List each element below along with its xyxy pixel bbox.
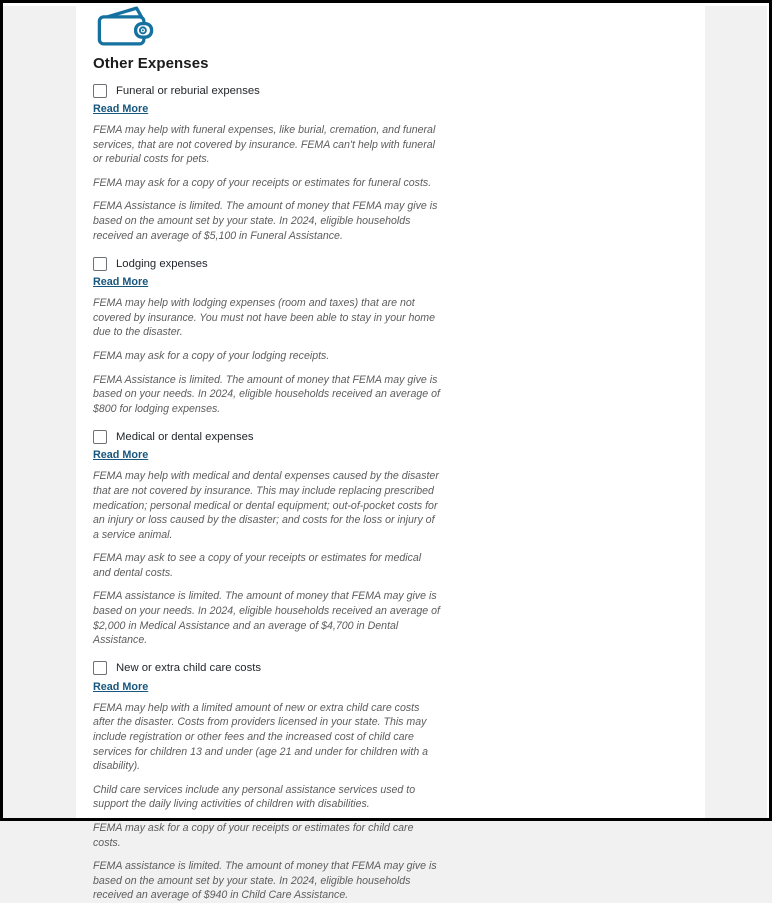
lodging-paragraph: FEMA Assistance is limited. The amount of money that FEMA may give is based on your needs. In 2024, eligible households received an average of $800 for lodging expenses. xyxy=(93,373,440,415)
childcare-paragraph: FEMA may help with a limited amount of new or extra child care costs after the disaster. Costs from providers licensed in your state. This may include registration or other fees and the increased cost of child care services for children 13 and under (age 21 and under for children with a disability). xyxy=(93,701,429,773)
funeral-paragraph: FEMA Assistance is limited. The amount of money that FEMA may give is based on the amount set by your state. In 2024, eligible households received an average of $5,100 in Funeral Assistance. xyxy=(93,200,438,242)
content-column xyxy=(76,3,705,902)
funeral-read-more-link[interactable]: Read More xyxy=(93,103,149,115)
lodging-read-more-link[interactable]: Read More xyxy=(93,276,149,289)
funeral-checkbox[interactable] xyxy=(93,84,107,98)
lodging-checkbox-label: Lodging expenses xyxy=(116,257,208,270)
lodging-paragraph: FEMA may help with lodging expenses (room and taxes) that are not covered by insurance. You must not have been able to stay in your home due to the disaster. xyxy=(93,297,435,339)
childcare-paragraph: Child care services include any personal assistance services used to support the daily living activities of children with disabilities. xyxy=(93,783,416,811)
childcare-checkbox-row xyxy=(93,661,443,676)
medical-checkbox-row xyxy=(93,429,443,444)
section-childcare xyxy=(93,661,443,903)
funeral-checkbox-label: Funeral or reburial expenses xyxy=(116,84,260,97)
childcare-paragraph: FEMA may ask for a copy of your receipts or estimates for child care costs. xyxy=(93,822,414,849)
childcare-checkbox[interactable] xyxy=(93,661,107,675)
medical-paragraph: FEMA assistance is limited. The amount of money that FEMA may give is based on your needs. In 2024, eligible households received an average of $2,000 in Medical Assistance and an average of $4,700 in Dental Assistance. xyxy=(93,590,440,647)
childcare-checkbox-label: New or extra child care costs xyxy=(116,662,262,675)
medical-read-more-link[interactable]: Read More xyxy=(93,449,149,462)
medical-checkbox[interactable] xyxy=(93,430,107,444)
medical-paragraph: FEMA may help with medical and dental expenses caused by the disaster that are not covered by insurance. This may include replacing prescribed medication; personal medical or dental equipment; out-of-pocket costs for an injury or loss caused by the disaster; and costs for the loss or injury of a service animal. xyxy=(93,470,439,541)
section-funeral xyxy=(93,83,443,243)
lodging-paragraph: FEMA may ask for a copy of your lodging receipts. xyxy=(93,349,330,362)
funeral-paragraph: FEMA may ask for a copy of your receipts or estimates for funeral costs. xyxy=(93,176,432,189)
section-lodging xyxy=(93,256,443,416)
page-title: Other Expenses xyxy=(93,55,209,72)
childcare-read-more-link[interactable]: Read More xyxy=(93,680,149,693)
funeral-paragraph: FEMA may help with funeral expenses, like burial, cremation, and funeral services, that are not covered by insurance. FEMA can't help with funeral or reburial costs for pets. xyxy=(93,124,436,166)
right-edge-strip xyxy=(767,3,769,818)
wallet-icon xyxy=(96,6,154,47)
medical-checkbox-label: Medical or dental expenses xyxy=(116,430,254,443)
childcare-paragraph: FEMA assistance is limited. The amount of money that FEMA may give is based on the amount set by your state. In 2024, eligible households received an average of $940 in Child Care Assistance. xyxy=(93,860,437,902)
section-medical xyxy=(93,429,443,648)
funeral-checkbox-row xyxy=(93,83,443,98)
medical-paragraph: FEMA may ask to see a copy of your receipts or estimates for medical and dental costs. xyxy=(93,552,422,579)
lodging-checkbox-row xyxy=(93,256,443,271)
lodging-checkbox[interactable] xyxy=(93,257,107,271)
